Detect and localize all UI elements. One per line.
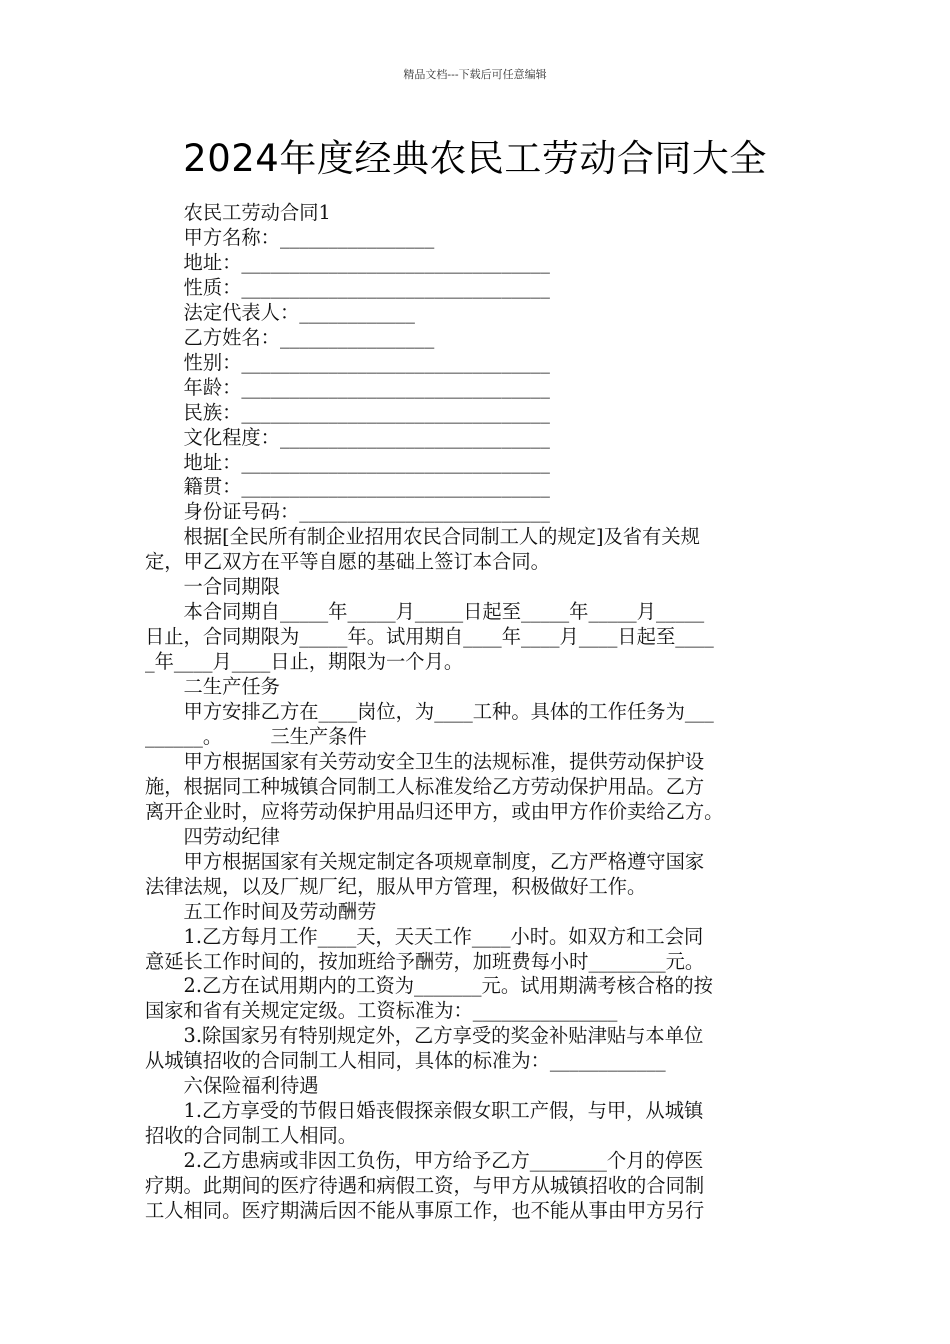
body-line: 工人相同。医疗期满后因不能从事原工作，也不能从事由甲方另行: [145, 1199, 705, 1222]
body-line: 六保险福利待遇: [145, 1074, 319, 1098]
body-line: 2.乙方在试用期内的工资为_______元。试用期满考核合格的按: [145, 974, 713, 998]
body-line: 法律法规，以及厂规厂纪，服从甲方管理，积极做好工作。: [145, 874, 647, 898]
body-line: 国家和省有关规定定级。工资标准为：_______________: [145, 999, 618, 1023]
body-line: ______。 三生产条件: [145, 724, 367, 748]
body-line: 3.除国家另有特别规定外，乙方享受的奖金补贴津贴与本单位: [145, 1024, 704, 1048]
body-line: 本合同期自_____年_____月_____日起至_____年_____月_____: [145, 600, 705, 624]
body-line: 施，根据同工种城镇合同制工人标准发给乙方劳动保护用品。乙方: [145, 774, 705, 798]
body-line: 四劳动纪律: [145, 824, 280, 848]
body-line: 地址：________________________________: [145, 250, 550, 274]
body-line: 日止，合同期限为_____年。试用期自____年____月____日起至____: [145, 625, 714, 649]
body-line: 性别：________________________________: [145, 350, 550, 374]
body-line: 法定代表人：____________: [145, 300, 415, 324]
body-line: 籍贯：________________________________: [145, 475, 550, 499]
body-line: 甲方根据国家有关劳动安全卫生的法规标准，提供劳动保护设: [145, 749, 705, 773]
body-line: 意延长工作时间的，按加班给予酬劳，加班费每小时________元。: [145, 949, 705, 973]
body-line: 2.乙方患病或非因工负伤，甲方给予乙方________个月的停医: [145, 1149, 704, 1173]
body-line: 定，甲乙双方在平等自愿的基础上签订本合同。: [145, 550, 550, 574]
body-line: 一合同期限: [145, 575, 280, 599]
body-line: 甲方根据国家有关规定制定各项规章制度，乙方严格遵守国家: [145, 849, 705, 873]
body-line: 根据[全民所有制企业招用农民合同制工人的规定]及省有关规: [145, 525, 700, 549]
body-line: 地址：________________________________: [145, 450, 550, 474]
body-line: 五工作时间及劳动酬劳: [145, 899, 377, 923]
body-line: 身份证号码：__________________________: [145, 500, 550, 524]
body-line: 农民工劳动合同1: [145, 201, 331, 224]
body-line: 疗期。此期间的医疗待遇和病假工资，与甲方从城镇招收的合同制: [145, 1174, 705, 1198]
body-line: 招收的合同制工人相同。: [145, 1124, 358, 1148]
page-header: 精品文档---下载后可任意编辑: [403, 68, 547, 81]
body-line: 二生产任务: [145, 675, 280, 699]
body-line: _年____月____日止，期限为一个月。: [145, 650, 464, 674]
body-line: 1.乙方每月工作____天，天天工作____小时。如双方和工会同: [145, 924, 704, 948]
body-line: 从城镇招收的合同制工人相同，具体的标准为：____________: [145, 1049, 666, 1073]
body-line: 年龄：________________________________: [145, 375, 550, 399]
body-line: 甲方名称：________________: [145, 225, 435, 249]
body-line: 文化程度：____________________________: [145, 425, 550, 449]
body-line: 性质：________________________________: [145, 275, 550, 299]
body-line: 甲方安排乙方在____岗位，为____工种。具体的工作任务为___: [145, 700, 714, 723]
document-title: 2024年度经典农民工劳动合同大全: [183, 137, 767, 180]
body-line: 民族：________________________________: [145, 400, 550, 424]
body-line: 1.乙方享受的节假日婚丧假探亲假女职工产假，与甲，从城镇: [145, 1099, 704, 1123]
body-line: 离开企业时，应将劳动保护用品归还甲方，或由甲方作价卖给乙方。: [145, 799, 724, 823]
body-line: 乙方姓名：________________: [145, 325, 435, 349]
